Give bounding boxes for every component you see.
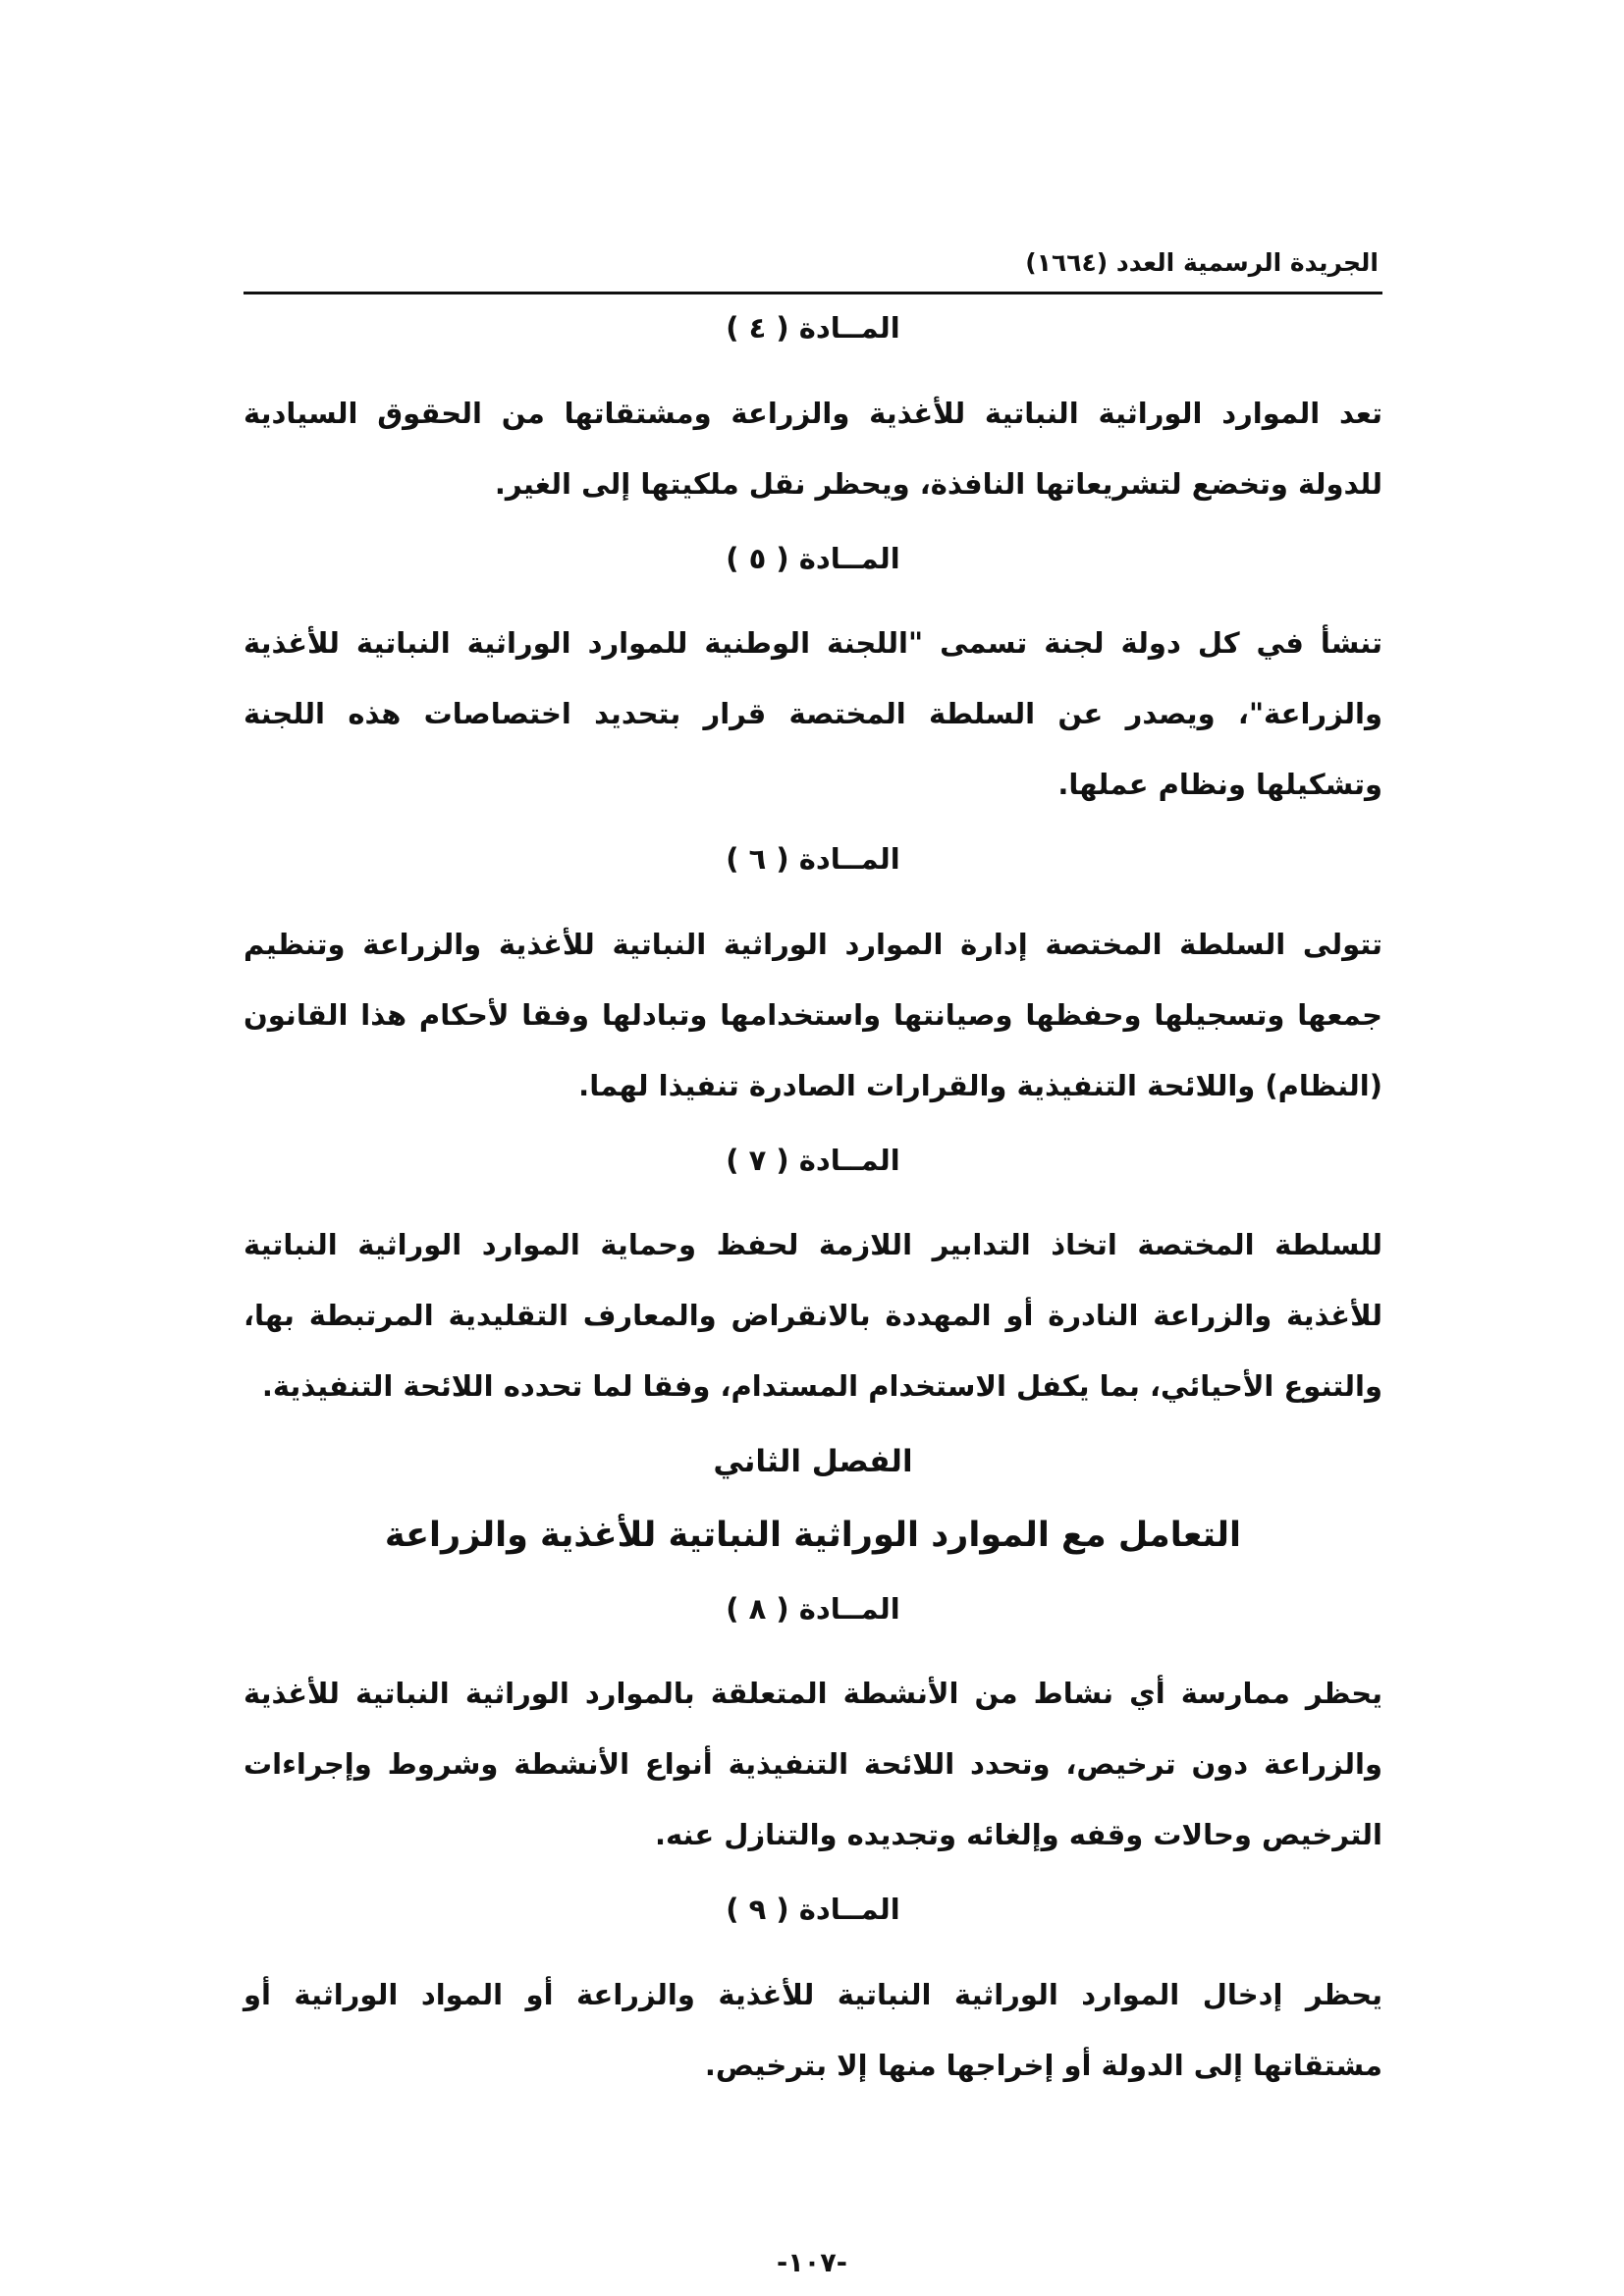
- chapter-2: [244, 1441, 1382, 1559]
- article-4: [244, 308, 1382, 519]
- article-text: للسلطة المختصة اتخاذ التدابير اللازمة لحفظ وحماية الموارد الوراثية النباتية للأغذية والزراعة النادرة أو المهددة بالانقراض والمعارف التقليدية المرتبطة بها، والتنوع الأحيائي، بما يكفل الاستخدام المستدام، وفقا لما تحدده اللائحة التنفيذية.: [244, 1228, 1382, 1404]
- article-text: تتولى السلطة المختصة إدارة الموارد الوراثية النباتية للأغذية والزراعة وتنظيم جمعها وتسجيلها وحفظها وصيانتها واستخدامها وتبادلها وفقا لأحكام هذا القانون (النظام) واللائحة التنفيذية والقرارات الصادرة تنفيذا لهما.: [244, 927, 1382, 1102]
- article-text: تنشأ في كل دولة لجنة تسمى "اللجنة الوطنية للموارد الوراثية النباتية للأغذية والزراعة"، ويصدر عن السلطة المختصة قرار بتحديد اختصاصات هذه اللجنة وتشكيلها ونظام عملها.: [244, 626, 1382, 802]
- article-8: [244, 1589, 1382, 1871]
- article-6: [244, 839, 1382, 1121]
- article-5: [244, 539, 1382, 821]
- document-body: [244, 308, 1382, 2101]
- article-text: تعد الموارد الوراثية النباتية للأغذية والزراعة ومشتقاتها من الحقوق السيادية للدولة وتخضع لتشريعاتها النافذة، ويحظر نقل ملكيتها إلى الغير.: [244, 396, 1382, 501]
- document-page: [244, 245, 1382, 2120]
- chapter-subtitle: التعامل مع الموارد الوراثية النباتية للأغذية والزراعة: [384, 1515, 1242, 1555]
- article-title: المــادة ( ٤ ): [726, 311, 900, 345]
- article-title: المــادة ( ٨ ): [726, 1591, 900, 1626]
- article-title: المــادة ( ٥ ): [726, 541, 900, 575]
- article-title: المــادة ( ٩ ): [726, 1893, 900, 1927]
- article-7: [244, 1141, 1382, 1422]
- article-title: المــادة ( ٧ ): [726, 1143, 900, 1177]
- page-number: -١٠٧-: [777, 2248, 847, 2278]
- gazette-header: الجريدة الرسمية العدد (١٦٦٤): [244, 245, 1382, 294]
- chapter-title: الفصل الثاني: [713, 1444, 913, 1480]
- article-text: يحظر إدخال الموارد الوراثية النباتية للأغذية والزراعة أو المواد الوراثية أو مشتقاتها إلى الدولة أو إخراجها منها إلا بترخيص.: [244, 1977, 1382, 2082]
- article-title: المــادة ( ٦ ): [726, 842, 900, 877]
- article-text: يحظر ممارسة أي نشاط من الأنشطة المتعلقة بالموارد الوراثية النباتية للأغذية والزراعة دون ترخيص، وتحدد اللائحة التنفيذية أنواع الأنشطة وشروط وإجراءات الترخيص وحالات وقفه وإلغائه وتجديده والتنازل عنه.: [244, 1677, 1382, 1852]
- article-9: [244, 1890, 1382, 2101]
